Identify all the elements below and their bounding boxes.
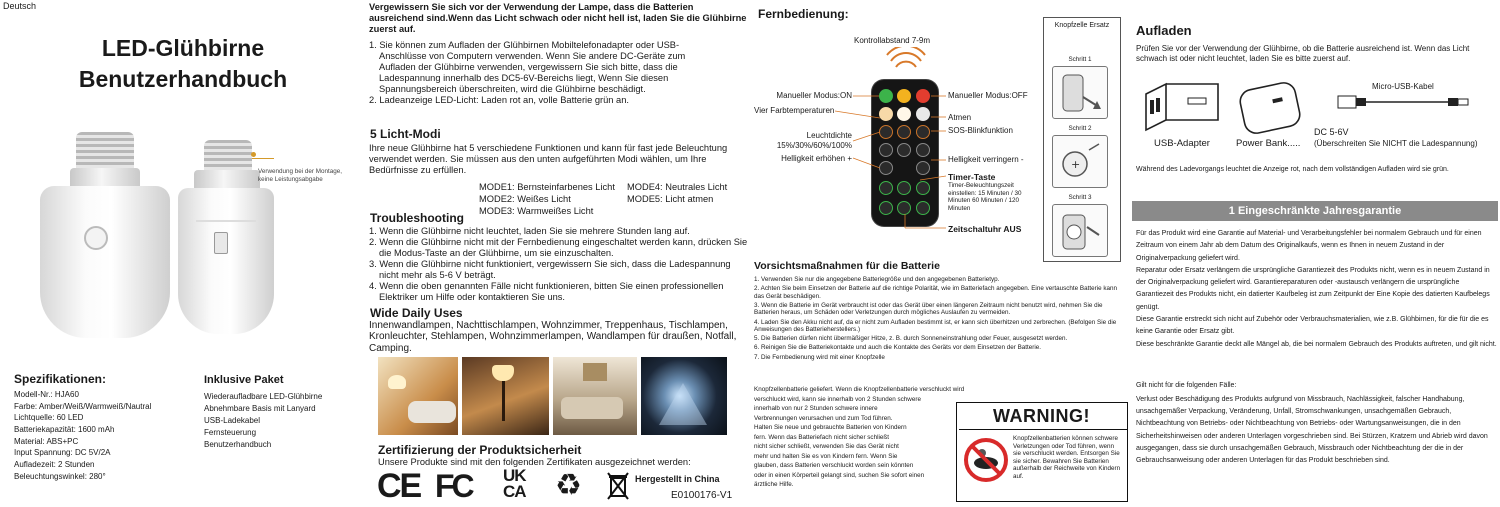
troubleshooting-heading: Troubleshooting bbox=[370, 211, 464, 225]
battery-line: innerhalb von nur 2 Stunden schwere innere bbox=[754, 405, 878, 412]
modes-heading: 5 Licht-Modi bbox=[370, 127, 441, 141]
label-manual-off: Manueller Modus:OFF bbox=[948, 91, 1028, 100]
spec-item: Batteriekapazität: 1600 mAh bbox=[14, 425, 115, 435]
step-label: Schritt 3 bbox=[1068, 194, 1092, 201]
micro-usb-cable-icon bbox=[1336, 92, 1470, 114]
fcc-mark: FC bbox=[435, 468, 472, 504]
label-breathing: Atmen bbox=[948, 113, 972, 122]
package-item: Fernsteuerung bbox=[204, 427, 257, 437]
use-photo-camping bbox=[641, 357, 727, 435]
charging-heading: Aufladen bbox=[1136, 23, 1192, 38]
warning-title: WARNING! bbox=[993, 406, 1090, 426]
modes-list-b bbox=[627, 182, 727, 205]
modes-list-a bbox=[479, 182, 615, 217]
voltage-note: (Überschreiten Sie NICHT die Ladespannung) bbox=[1314, 139, 1478, 148]
spec-item: Input Spannung: DC 5V/2A bbox=[14, 448, 111, 458]
label-color-temps: Vier Farbtemperaturen bbox=[754, 106, 835, 115]
battery-item: 6. Reinigen Sie die Batteriekontakte und auch die Kontakte des Geräts vor dem Einsetzen der Batterie. bbox=[754, 344, 1042, 352]
package-list bbox=[204, 392, 322, 449]
charging-indicator-note: Während des Ladevorgangs leuchtet die Anzeige rot, nach dem vollständigen Aufladen wird sie grün. bbox=[1136, 166, 1449, 173]
mode-item: MODE3: Warmweißes Licht bbox=[479, 206, 594, 216]
spec-item: Modell-Nr.: HJA60 bbox=[14, 390, 79, 399]
ukca-mark: UK CA bbox=[503, 466, 526, 501]
use-photo-lamp bbox=[462, 357, 549, 435]
mode-item: MODE2: Weißes Licht bbox=[479, 194, 571, 204]
coin-step-2 bbox=[1052, 125, 1108, 188]
mode-item: MODE1: Bernsteinfarbenes Licht bbox=[479, 182, 615, 192]
warranty-body bbox=[1136, 228, 1498, 351]
made-in-china: Hergestellt in China bbox=[635, 474, 720, 484]
battery-item: 4. Laden Sie den Akku nicht auf, da er nicht zum Aufladen bestimmt ist, er kann sich überhitzen und zerbrechen. (Befolgen Sie die Anweisungen des Batterieherstellers.) bbox=[754, 318, 1117, 334]
trouble-item: 4. Wenn die oben genannten Fälle nicht funktionieren, bitten Sie einen professionellen Elektriker um Hilfe oder kontaktieren Sie uns. bbox=[369, 281, 724, 302]
battery-heading: Vorsichtsmaßnahmen für die Batterie bbox=[754, 260, 940, 272]
language-label: Deutsch bbox=[3, 1, 37, 11]
label-sos: SOS-Blinkfunktion bbox=[948, 126, 1013, 135]
label-manual-on: Manueller Modus:ON bbox=[776, 91, 852, 100]
spec-item: Farbe: Amber/Weiß/Warmweiß/Nautral bbox=[14, 401, 152, 411]
mode-item: MODE4: Neutrales Licht bbox=[627, 182, 728, 192]
battery-line: Halten Sie neue und gebrauchte Batterien von Kindern bbox=[754, 424, 907, 431]
battery-item: 7. Die Fernbedienung wird mit einer Knopfzelle bbox=[754, 353, 885, 361]
recycle-icon: ♻ bbox=[555, 469, 582, 502]
timer-text: Timer-Beleuchtungszeit einstellen: 15 Minuten / 30 Minuten 60 Minuten / 120 Minuten bbox=[948, 182, 1022, 212]
control-distance: Kontrollabstand 7-9m bbox=[854, 36, 931, 45]
warning-text: Knopfzellenbatterien können schwere Verletzungen oder Tod führen, wenn sie verschluckt werden. Entsorgen Sie sie sicher. Bewahren Sie Batterien außerhalb der Reichweite von Kindern auf. bbox=[1013, 435, 1121, 480]
charge-warning-intro: Vergewissern Sie sich vor der Verwendung der Lampe, dass die Batterien ausreichend sind.Wenn das Licht schwach oder nicht hell ist, laden Sie die Glühbirne zuerst auf. bbox=[369, 2, 747, 34]
battery-line: verschluckt wird, kann sie innerhalb von 2 Stunden schwere bbox=[754, 395, 921, 403]
battery-line: fern. Wenn das Batteriefach nicht sicher schließt bbox=[754, 433, 889, 441]
remote-heading: Fernbedienung: bbox=[758, 7, 849, 21]
package-item: Wiederaufladbare LED-Glühbirne bbox=[204, 392, 323, 401]
trouble-item: 2. Wenn die Glühbirne nicht mit der Fernbedienung eingeschaltet werden kann, drücken Sie die Modus-Taste an der Glühbirne, um sie einzuschalten. bbox=[369, 237, 748, 258]
warranty-paragraph: Diese beschränkte Garantie deckt alle Mängel ab, die bei normalem Gebrauch des Produkts auftreten, und gilt nicht. bbox=[1136, 340, 1497, 348]
coin-cell-heading: Knopfzelle Ersatz bbox=[1054, 22, 1110, 29]
timer-heading: Timer-Taste bbox=[948, 172, 996, 182]
step-label: Schritt 1 bbox=[1068, 56, 1092, 63]
power-bank-icon bbox=[1236, 80, 1304, 138]
battery-line: Knopfzellenbatterie geliefert. Wenn die Knopfzellenbatterie verschluckt wird bbox=[754, 386, 965, 393]
manual-title-line2: Benutzerhandbuch bbox=[78, 66, 288, 92]
battery-line: ärztliche Hilfe. bbox=[754, 481, 794, 488]
no-swallow-icon bbox=[963, 437, 1009, 483]
battery-precautions-list bbox=[754, 276, 1122, 361]
document-code: E0100176-V1 bbox=[671, 490, 733, 501]
battery-item: 1. Verwenden Sie nur die angegebene Batteriegröße und den angegebenen Batterietyp. bbox=[754, 276, 1000, 283]
coin-step-3 bbox=[1052, 194, 1108, 257]
battery-line: glauben, dass Batterien verschluckt worden sein könnten bbox=[754, 462, 914, 469]
specs-list bbox=[14, 390, 151, 481]
uses-text: Innenwandlampen, Nachttischlampen, Wohnzimmer, Treppenhaus, Tischlampen, Kronleuchter, Stehlampen, Wohnzimmerlampen, Wandlampen für draußen, Notfall, Camping. bbox=[369, 320, 737, 354]
battery-item: 3. Wenn die Batterie im Gerät verbraucht ist oder das Gerät über einen längeren Zeitraum nicht benutzt wird, nehmen Sie die Batterien heraus, um Schäden oder Verletzungen durch mögliches Auslaufen zu vermeiden. bbox=[754, 301, 1103, 317]
usb-adapter-label: USB-Adapter bbox=[1154, 138, 1210, 149]
spec-item: Aufladezeit: 2 Stunden bbox=[14, 460, 95, 470]
ce-mark: CE bbox=[377, 467, 421, 505]
usb-adapter-icon bbox=[1140, 80, 1224, 134]
trouble-item: 3. Wenn die Glühbirne nicht funktioniert, vergewissern Sie sich, dass die Ladespannung nicht mehr als 5-6 V beträgt. bbox=[369, 259, 731, 280]
modes-intro: Ihre neue Glühbirne hat 5 verschiedene Funktionen und kann für fast jede Beleuchtung verwendet werden. Sie müssen aus den unten aufgeführten Modi wählen, um Ihre Bedürfnisse zu erfüllen. bbox=[369, 143, 728, 175]
svg-text:+: + bbox=[1071, 158, 1081, 171]
cable-label: Micro-USB-Kabel bbox=[1372, 82, 1434, 91]
battery-line: oder in einen Körperteil gelangt sind, suchen Sie sofort einen bbox=[754, 471, 925, 479]
warranty-heading-bar bbox=[1132, 201, 1498, 221]
label-brightness-down: Helligkeit verringern - bbox=[948, 155, 1024, 164]
step-label: Schritt 2 bbox=[1068, 125, 1092, 132]
battery-line: nicht sicher schließt, verwenden Sie das Gerät nicht bbox=[754, 443, 899, 450]
voltage-label: DC 5-6V bbox=[1314, 127, 1349, 137]
troubleshooting-list bbox=[369, 226, 749, 303]
package-item: USB-Ladekabel bbox=[204, 415, 261, 425]
spec-item: Lichtquelle: 60 LED bbox=[14, 413, 84, 423]
label-brightness-up: Helligkeit erhöhen + bbox=[781, 154, 852, 163]
package-heading: Inklusive Paket bbox=[204, 374, 284, 386]
warranty-paragraph: Diese Garantie erstreckt sich nicht auf Zubehör oder Verbrauchsmaterialien, wie z.B. Glühbirnen, für die für die es keine Garantie oder Ersatz gibt. bbox=[1136, 316, 1489, 336]
base-callout-text: Verwendung bei der Montage, keine Leistungsabgabe bbox=[258, 168, 343, 183]
exclusions-text: Verlust oder Beschädigung des Produkts aufgrund von Missbrauch, Nachlässigkeit, falscher Handhabung, unsachgemäßer Verpackung, Veränderung, Unfall, Stromschwankungen, unsachgemäßen Gebrauch, Nichtbeachtung von Betriebs- oder Nichtbeachtung von Betriebs- oder Wartungsanweisungen, die in den Sicherheitshinweisen oder anderen Unterlagen vorgeschrieben sind. Bei Stürzen, Kratzern und Abrieb wird davon ausgegangen, dass sie durch unsachgemäßen Gebrauch, Missbrauch oder Nichtbeachtung der die in der Gebrauchsanweisung oder anderen Unterlagen für das Produkt beschrieben sind. bbox=[1136, 396, 1488, 465]
warranty-heading: 1 Eingeschränkte Jahresgarantie bbox=[1228, 205, 1402, 217]
label-brightness-levels: Leuchtdichte 15%/30%/60%/100% bbox=[776, 131, 852, 150]
charging-intro: Prüfen Sie vor der Verwendung der Glühbirne, ob die Batterie ausreichend ist. Wenn das Licht schwach ist oder nicht leuchtet, laden Sie es bitte zuerst auf. bbox=[1136, 44, 1470, 63]
charging-step: 2. Ladeanzeige LED-Licht: Laden rot an, volle Batterie grün an. bbox=[369, 95, 629, 105]
battery-item: 5. Die Batterien dürfen nicht übermäßiger Hitze, z. B. durch Sonneneinstrahlung oder Feuer, ausgesetzt werden. bbox=[754, 335, 1068, 343]
timer-off-label: Zeitschaltuhr AUS bbox=[948, 224, 1022, 234]
remote-battery-panel bbox=[750, 0, 1130, 507]
trouble-item: 1. Wenn die Glühbirne nicht leuchtet, laden Sie sie mehrere Stunden lang auf. bbox=[369, 226, 690, 236]
certification-text: Unsere Produkte sind mit den folgenden Zertifikaten ausgezeichnet werden: bbox=[378, 457, 691, 467]
specs-heading: Spezifikationen: bbox=[14, 372, 107, 386]
charging-warranty-panel bbox=[1132, 0, 1500, 507]
power-button-icon bbox=[84, 226, 108, 250]
use-photo-living-room bbox=[553, 357, 637, 435]
spec-item: Beleuchtungswinkel: 280° bbox=[14, 471, 106, 481]
instructions-panel bbox=[369, 0, 749, 507]
power-bank-label: Power Bank..... bbox=[1236, 138, 1301, 149]
mode-item: MODE5: Licht atmen bbox=[627, 194, 714, 204]
certification-heading: Zertifizierung der Produktsicherheit bbox=[378, 443, 582, 457]
charging-step: 1. Sie können zum Aufladen der Glühbirnen Mobiltelefonadapter oder USB-Anschlüsse von Computern verwenden. Wenn Sie andere DC-Geräte zum Aufladen der Glühbirne verwenden, vergewissern Sie sich bitte, dass die Ladespannung innerhalb des DC5-6V-Bereichs liegt, Wenn Sie diesen Spannungsbereich überschreiten, wird die Glühbirne beschädigt. bbox=[369, 40, 686, 94]
spec-item: Material: ABS+PC bbox=[14, 436, 79, 446]
weee-bin-icon bbox=[607, 470, 629, 500]
package-item: Abnehmbare Basis mit Lanyard bbox=[204, 403, 316, 413]
charging-steps bbox=[369, 40, 709, 106]
usb-port-icon bbox=[214, 232, 228, 254]
battery-continuation bbox=[754, 386, 965, 489]
warning-box bbox=[956, 402, 1128, 502]
exclusions-heading: Gilt nicht für die folgenden Fälle: bbox=[1136, 382, 1237, 389]
use-photo-bedroom bbox=[378, 357, 458, 435]
package-item: Benutzerhandbuch bbox=[204, 439, 272, 449]
battery-line: Verbrennungen verursachen und zum Tod führen. bbox=[754, 414, 893, 422]
battery-item: 2. Achten Sie beim Einsetzen der Batterie auf die richtige Polarität, wie im Batteriefach angegeben. Eine vertauschte Batterie kann das Gerät beschädigen. bbox=[754, 285, 1117, 300]
battery-line: mehr und halten Sie es von Kindern fern. Wenn Sie bbox=[754, 452, 898, 460]
uses-heading: Wide Daily Uses bbox=[370, 306, 463, 320]
warranty-paragraph: Für das Produkt wird eine Garantie auf Material- und Verarbeitungsfehler bei normalem Gebrauch und für einen Zeitraum von einem Jahr ab dem Datum des Originalkaufs, wenn es Ihnen in neuem Zustand in der Originalverpackung geliefert wird. bbox=[1136, 230, 1482, 262]
coin-step-1 bbox=[1052, 56, 1108, 119]
product-overview-panel bbox=[0, 0, 366, 507]
manual-title-line1: LED-Glühbirne bbox=[101, 35, 265, 61]
warranty-paragraph: Reparatur oder Ersatz verlängern die ursprüngliche Garantiezeit des Produkts nicht, wenn es in neuem Zustand in der Originalverpackung geliefert wird. Garantiereparaturen oder -austausch verlängern die ursprüngliche Garantiezeit des Produkts nicht, ein datierter Kaufbeleg ist zum Zeitpunkt der Eine Kopie des datierten Kaufbelegs genügt. bbox=[1136, 266, 1490, 311]
